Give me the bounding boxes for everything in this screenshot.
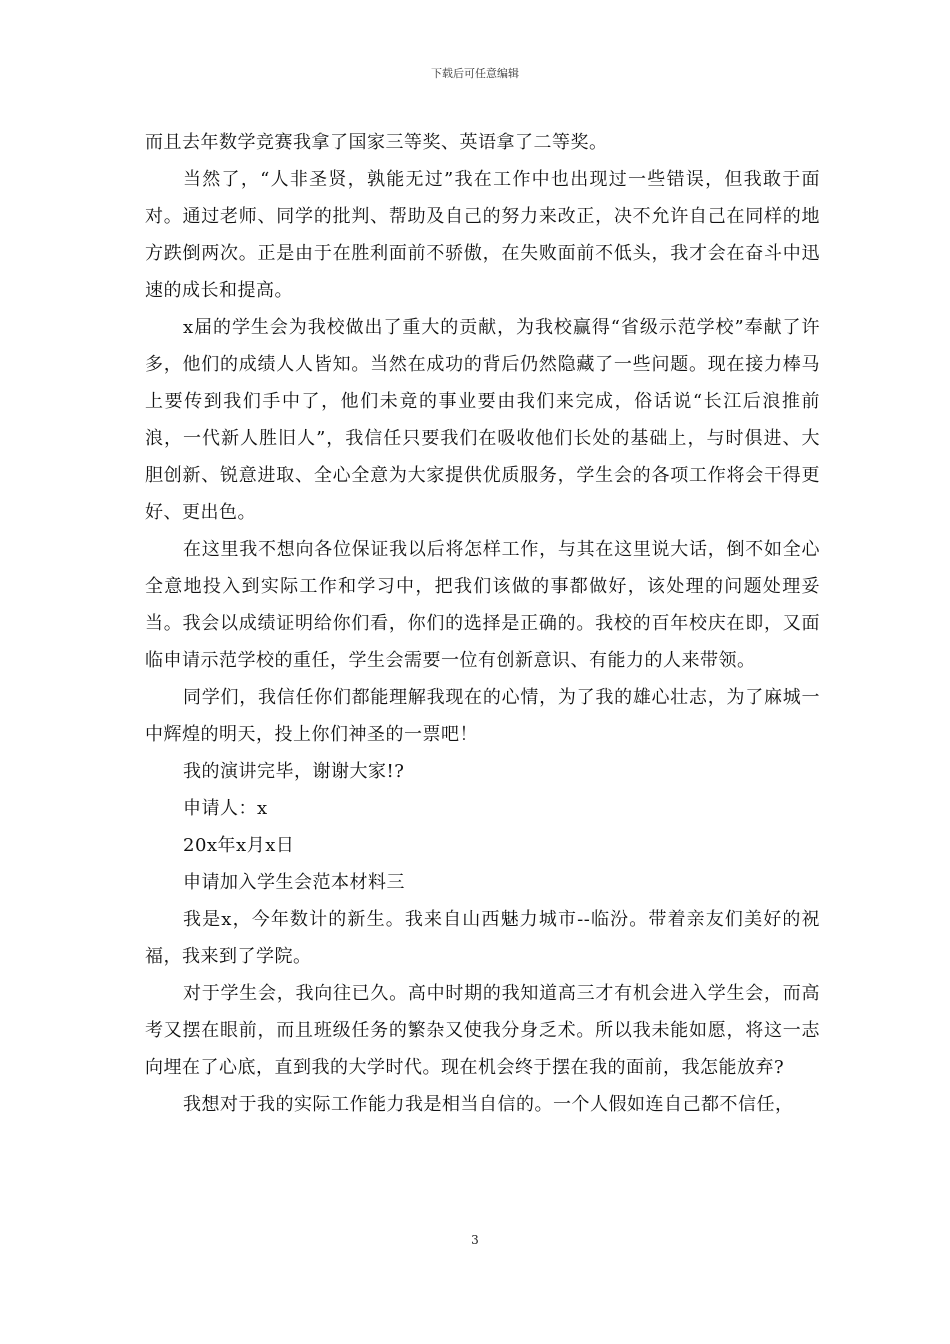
paragraph: 我是x，今年数计的新生。我来自山西魅力城市--临汾。带着亲友们美好的祝福，我来到了学院。	[145, 909, 820, 967]
applicant-line: 申请人：x	[183, 798, 268, 819]
section-title: 申请加入学生会范本材料三	[183, 872, 405, 893]
paragraph-continuation: 而且去年数学竞赛我拿了国家三等奖、英语拿了二等奖。	[145, 132, 608, 153]
page-header: 下载后可任意编辑	[431, 67, 519, 80]
document-body	[145, 124, 820, 1123]
paragraph: 我想对于我的实际工作能力我是相当自信的。一个人假如连自己都不信任，	[183, 1094, 794, 1115]
page-number: 3	[471, 1233, 479, 1247]
paragraph: 同学们，我信任你们都能理解我现在的心情，为了我的雄心壮志，为了麻城一中辉煌的明天，投上你们神圣的一票吧！	[145, 687, 820, 745]
date-line: 20x年x月x日	[183, 835, 295, 856]
paragraph: 对于学生会，我向往已久。高中时期的我知道高三才有机会进入学生会，而高考又摆在眼前，而且班级任务的繁杂又使我分身乏术。所以我未能如愿，将这一志向埋在了心底，直到我的大学时代。现在机会终于摆在我的面前，我怎能放弃?	[145, 983, 820, 1078]
paragraph: 当然了，“人非圣贤，孰能无过”我在工作中也出现过一些错误，但我敢于面对。通过老师、同学的批判、帮助及自己的努力来改正，决不允许自己在同样的地方跌倒两次。正是由于在胜利面前不骄傲，在失败面前不低头，我才会在奋斗中迅速的成长和提高。	[145, 169, 820, 301]
paragraph: x届的学生会为我校做出了重大的贡献，为我校赢得“省级示范学校”奉献了许多，他们的成绩人人皆知。当然在成功的背后仍然隐藏了一些问题。现在接力棒马上要传到我们手中了，他们未竟的事业要由我们来完成，俗话说“长江后浪推前浪，一代新人胜旧人”，我信任只要我们在吸收他们长处的基础上，与时俱进、大胆创新、锐意进取、全心全意为大家提供优质服务，学生会的各项工作将会干得更好、更出色。	[145, 317, 820, 523]
paragraph: 在这里我不想向各位保证我以后将怎样工作，与其在这里说大话，倒不如全心全意地投入到实际工作和学习中，把我们该做的事都做好，该处理的问题处理妥当。我会以成绩证明给你们看，你们的选择是正确的。我校的百年校庆在即，又面临申请示范学校的重任，学生会需要一位有创新意识、有能力的人来带领。	[145, 539, 820, 671]
closing-line: 我的演讲完毕，谢谢大家!?	[183, 761, 405, 782]
